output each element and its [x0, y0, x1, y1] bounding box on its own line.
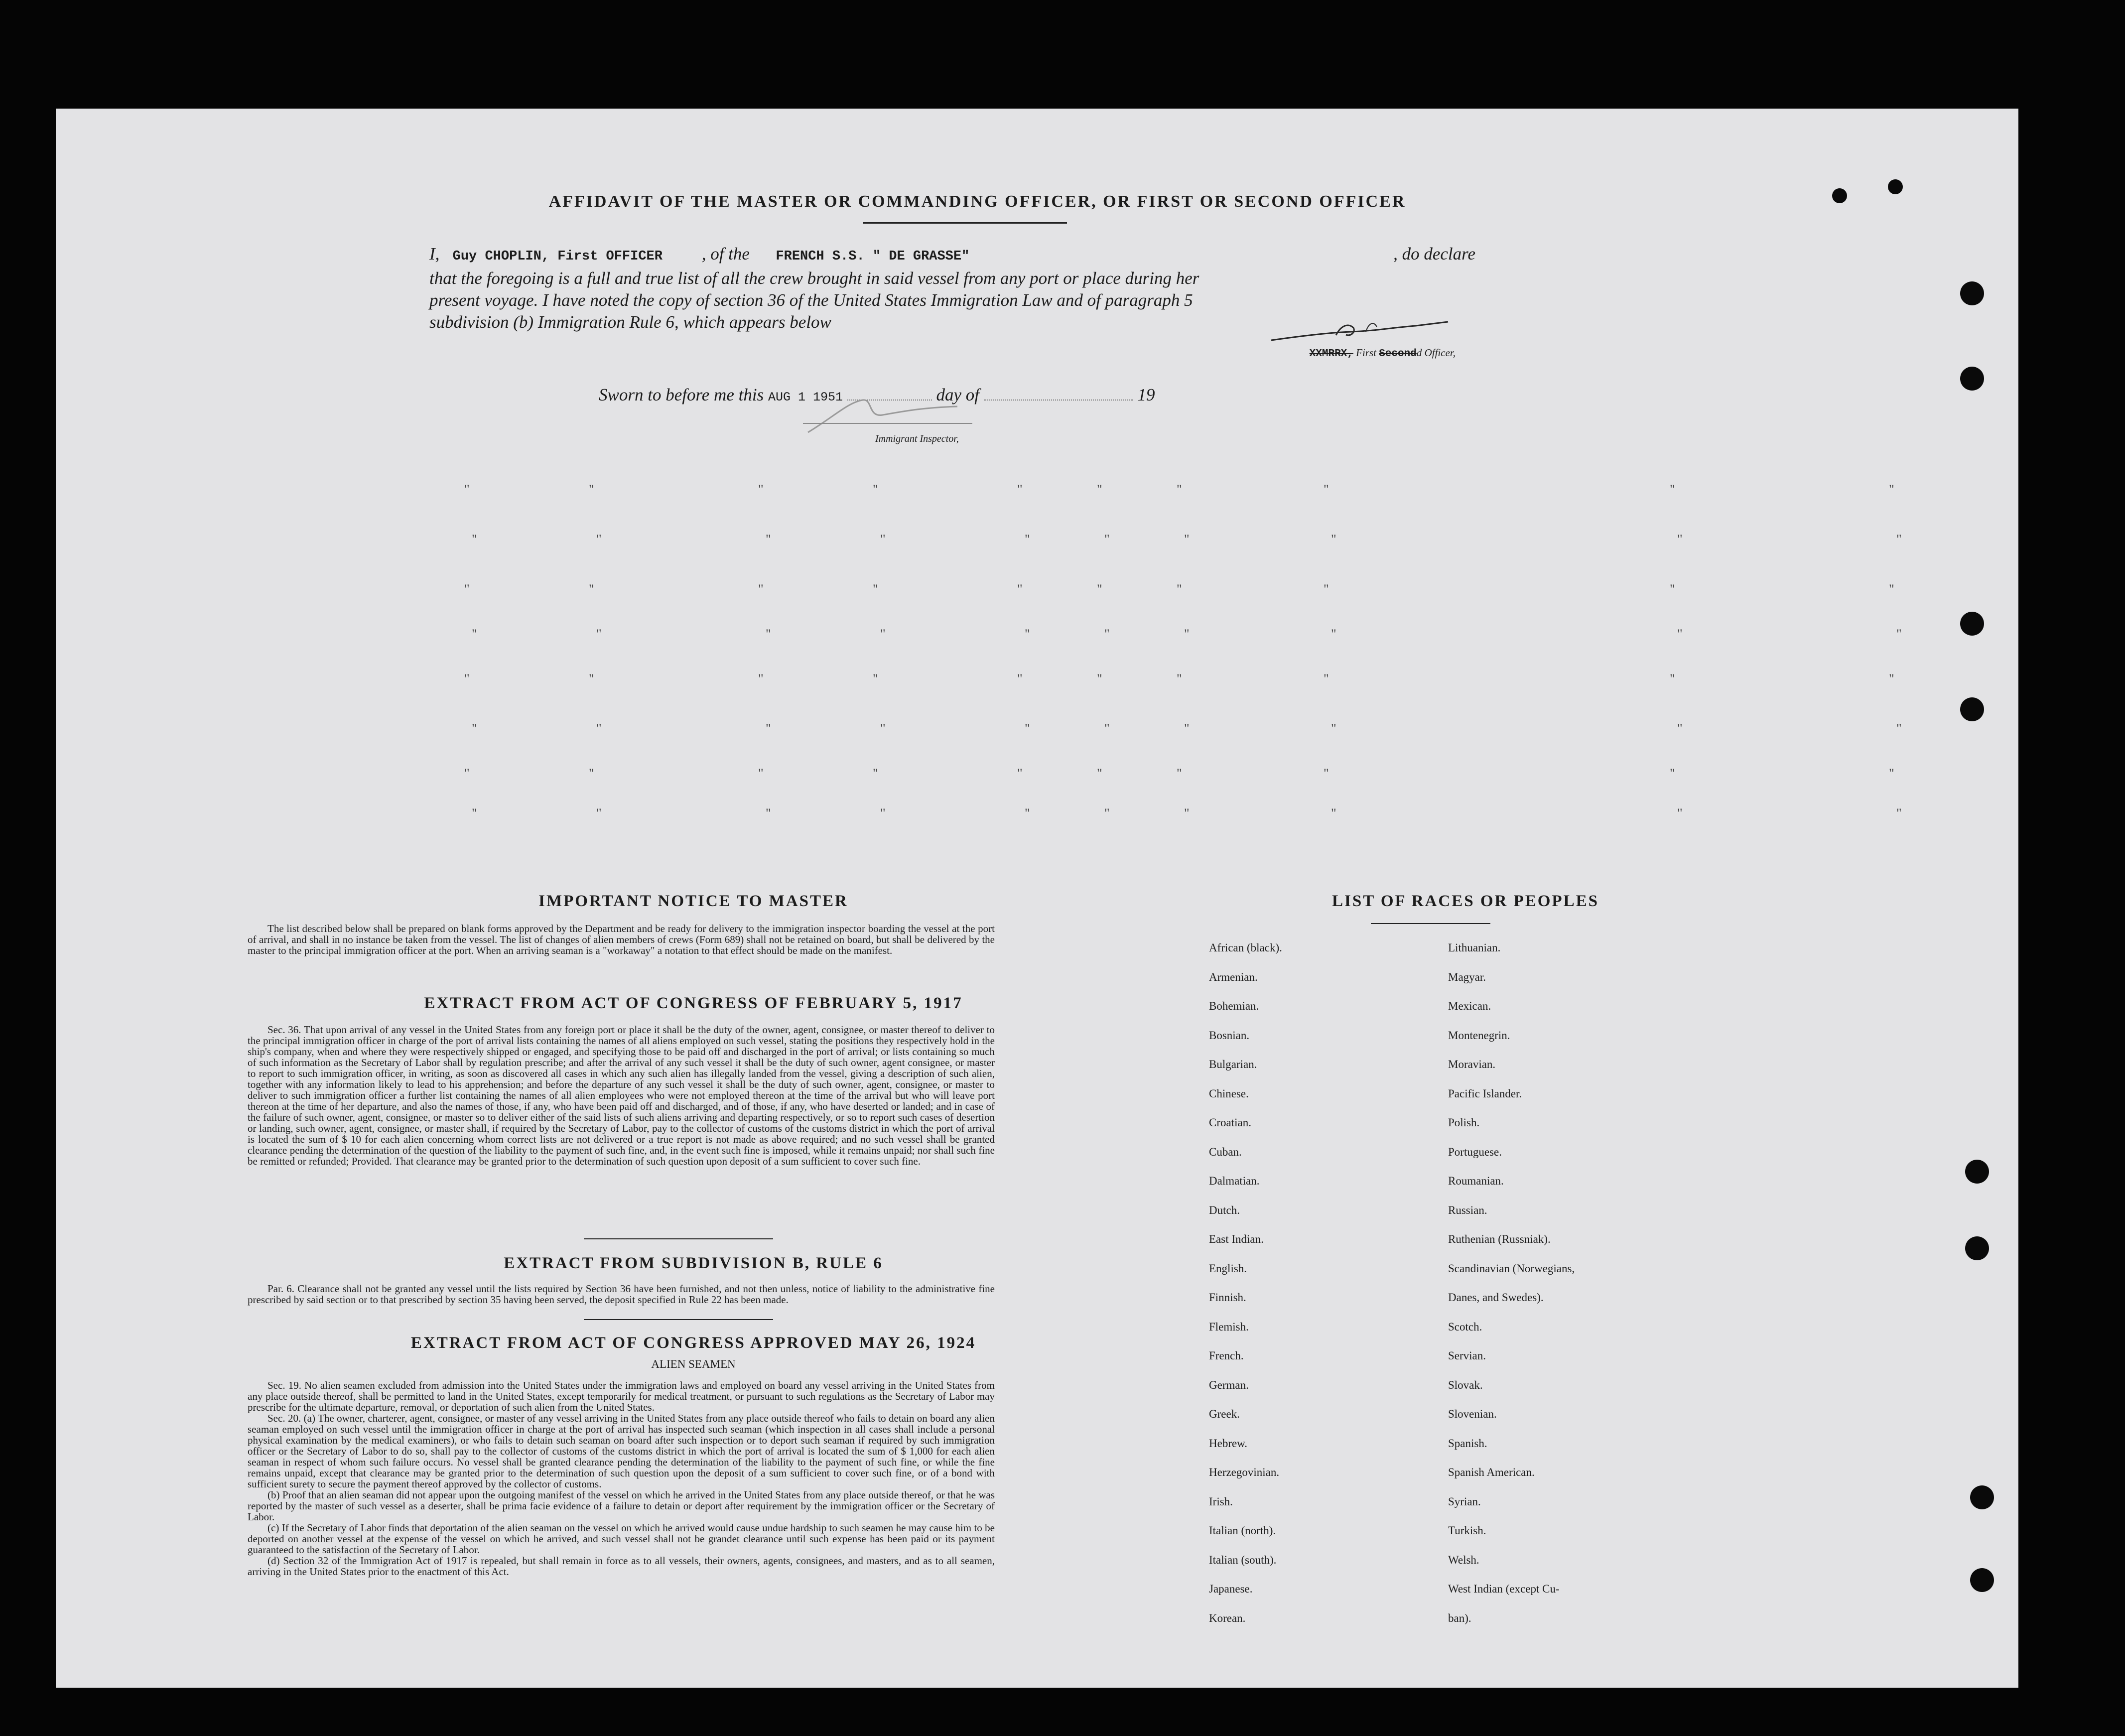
ditto-mark: " [766, 721, 771, 736]
punch-hole [1965, 1160, 1989, 1184]
ditto-mark: " [589, 671, 594, 686]
extract-1924-title: EXTRACT FROM ACT OF CONGRESS APPROVED MAY 26, 1924 [410, 1334, 976, 1352]
ditto-mark: " [880, 806, 886, 820]
punch-hole [1960, 281, 1984, 305]
race-item: Flemish. [1209, 1320, 1249, 1333]
sworn-day-of: day of [936, 385, 979, 404]
ditto-mark: " [873, 671, 878, 686]
ditto-mark: " [873, 582, 878, 596]
race-item: Portuguese. [1448, 1145, 1502, 1158]
ditto-mark: " [1889, 582, 1894, 596]
ditto-mark: " [589, 766, 594, 781]
ditto-mark: " [464, 671, 470, 686]
ditto-mark: " [1324, 766, 1329, 781]
ditto-mark: " [758, 671, 764, 686]
race-item: Scotch. [1448, 1320, 1482, 1333]
punch-hole [1888, 179, 1903, 194]
race-item: African (black). [1209, 941, 1282, 954]
race-item: Danes, and Swedes). [1448, 1291, 1544, 1304]
ditto-mark: " [1097, 582, 1102, 596]
ditto-mark: " [1331, 721, 1336, 736]
race-item: English. [1209, 1262, 1247, 1275]
struck-title-1: XXMRRX, [1309, 348, 1353, 360]
sworn-prefix: Sworn to before me this [599, 385, 764, 404]
ditto-mark: " [1670, 766, 1675, 781]
do-declare: , do declare [1393, 244, 1475, 264]
race-item: Mexican. [1448, 1000, 1491, 1012]
race-item: Slovenian. [1448, 1408, 1497, 1420]
ditto-mark: " [1097, 671, 1102, 686]
sec20a-text: Sec. 20. (a) The owner, charterer, agent, consignee, or master of any vessel arriving in the United States from any place outside thereof who fails to detain on board any alien seaman employed on such vessel until the immigration officer in charge at the port of arrival has inspected such seaman (which inspection in all cases shall include a personal physical examination by the medical examiners), or who fails to detain such seaman on board after such inspection or to deport such seaman if required by such immigration officer or the Secretary of Labor to do so, shall pay to the collector of customs of the customs district in which the port of arrival is located the sum of $ 1,000 for each alien seaman in respect of whom such failure occurs. No vessel shall be granted clearance pending the determination of the liability to the payment of such fine, or while the fine remains unpaid, except that clearance may be granted prior to the determination of such question upon the deposit of a sum sufficient to cover such fine, or of a bond with sufficient surety to secure the payment thereof approved by the collector of customs. [248, 1412, 995, 1490]
ditto-mark: " [1104, 627, 1110, 641]
first-label: First [1356, 347, 1376, 359]
extract-1924-body [248, 1380, 995, 1577]
ditto-mark: " [1184, 721, 1190, 736]
race-item: Pacific Islander. [1448, 1087, 1522, 1100]
race-item: Ruthenian (Russniak). [1448, 1233, 1551, 1245]
ditto-mark: " [1017, 766, 1023, 781]
race-item: ban). [1448, 1611, 1471, 1624]
race-item: Magyar. [1448, 970, 1486, 983]
inspector-label: Immigrant Inspector, [875, 433, 959, 444]
ditto-mark: " [472, 627, 477, 641]
ditto-mark: " [1677, 627, 1683, 641]
ditto-mark: " [1177, 482, 1182, 497]
ditto-mark: " [1889, 766, 1894, 781]
ditto-mark: " [1025, 627, 1030, 641]
race-item: Spanish American. [1448, 1466, 1535, 1478]
sec20c-text: (c) If the Secretary of Labor finds that deportation of the alien seaman on the vessel on which he arrived would cause undue hardship to such seamen he may cause him to be deported on another vessel at the expense of the vessel on which he arrived, and such vessel shall not be grandet clearance until such expense has been paid or its payment guaranteed to the satisfaction of the Secretary of Labor. [248, 1522, 995, 1556]
race-item: Irish. [1209, 1495, 1233, 1508]
race-item: Japanese. [1209, 1583, 1253, 1595]
punch-hole [1832, 188, 1847, 203]
ditto-mark: " [1184, 532, 1190, 546]
ditto-mark: " [1184, 806, 1190, 820]
ditto-mark: " [758, 582, 764, 596]
rule6-text: Par. 6. Clearance shall not be granted any vessel until the lists required by Section 36 have been furnished, and not then unless, notice of liability to the administrative fine prescribed by said section or to that prescribed by section 35 having been served, the deposit specified in Rule 22 has been made. [248, 1283, 995, 1306]
ditto-mark: " [1677, 806, 1683, 820]
ditto-mark: " [1677, 721, 1683, 736]
race-item: Lithuanian. [1448, 941, 1501, 954]
ditto-mark: " [1177, 766, 1182, 781]
race-item: Bosnian. [1209, 1029, 1250, 1042]
race-item: Armenian. [1209, 970, 1258, 983]
rule6-title: EXTRACT FROM SUBDIVISION B, RULE 6 [504, 1254, 883, 1272]
ditto-mark: " [472, 532, 477, 546]
race-item: Slovak. [1448, 1378, 1483, 1391]
sworn-month-blank [984, 400, 1133, 401]
ditto-mark: " [880, 627, 886, 641]
ditto-mark: " [464, 482, 470, 497]
punch-hole [1960, 367, 1984, 391]
ditto-mark: " [1017, 482, 1023, 497]
race-item: Dutch. [1209, 1203, 1240, 1216]
race-item: Polish. [1448, 1116, 1480, 1129]
sec19-text: Sec. 19. No alien seamen excluded from admission into the United States under the immigration laws and employed on board any vessel arriving in the United States from any place outside thereof, shall be permitted to land in the United States, except temporarily for medical treatment, or pursuant to such regulations as the Secretary of Labor may prescribe for the ultimate departure, removal, or deportation of such alien from the United States. [248, 1379, 995, 1413]
race-item: Turkish. [1448, 1524, 1486, 1537]
ditto-mark: " [1025, 532, 1030, 546]
ditto-mark: " [1025, 721, 1030, 736]
race-item: Finnish. [1209, 1291, 1246, 1304]
ditto-mark: " [1889, 671, 1894, 686]
ditto-mark: " [1896, 721, 1902, 736]
extract-1924-subtitle: ALIEN SEAMEN [651, 1358, 736, 1370]
ditto-mark: " [766, 532, 771, 546]
ditto-mark: " [1670, 582, 1675, 596]
ditto-mark: " [1670, 482, 1675, 497]
race-item: Greek. [1209, 1408, 1240, 1420]
ditto-mark: " [880, 532, 886, 546]
rule-1917 [584, 1238, 773, 1239]
notice-title: IMPORTANT NOTICE TO MASTER [538, 892, 848, 910]
sworn-date-stamp: AUG 1 1951 [768, 390, 843, 404]
ditto-mark: " [1896, 806, 1902, 820]
signature-title [1196, 347, 1456, 360]
punch-hole [1960, 612, 1984, 636]
ditto-mark: " [1331, 627, 1336, 641]
ditto-mark: " [1324, 671, 1329, 686]
race-item: Servian. [1448, 1349, 1486, 1362]
race-item: Hebrew. [1209, 1437, 1248, 1450]
declaration-i: I, [429, 244, 440, 264]
race-item: Italian (north). [1209, 1524, 1276, 1537]
race-item: Italian (south). [1209, 1553, 1277, 1566]
document-sheet [56, 109, 2018, 1688]
ditto-mark: " [472, 806, 477, 820]
title-rule [863, 222, 1067, 224]
ditto-mark: " [1017, 582, 1023, 596]
races-title: LIST OF RACES OR PEOPLES [1332, 892, 1599, 910]
ditto-mark: " [758, 482, 764, 497]
struck-title-2: Second [1379, 348, 1417, 360]
ditto-mark: " [1331, 806, 1336, 820]
affidavit-title: AFFIDAVIT OF THE MASTER OR COMMANDING OFFICER, OR FIRST OR SECOND OFFICER [548, 192, 1406, 211]
ditto-mark: " [1177, 671, 1182, 686]
ditto-mark: " [596, 627, 602, 641]
sec20b-text: (b) Proof that an alien seaman did not appear upon the outgoing manifest of the vessel on which he arrived in the United States from any place outside thereof, or that he was reported by the master of such vessel as a deserter, shall be prima facie evidence of a failure to detain or deport after requirement by the immigration officer or the Secretary of Labor. [248, 1489, 995, 1523]
race-item: Cuban. [1209, 1145, 1242, 1158]
ditto-mark: " [589, 482, 594, 497]
ditto-mark: " [1324, 582, 1329, 596]
extract-1917-title: EXTRACT FROM ACT OF CONGRESS OF FEBRUARY 5, 1917 [424, 994, 963, 1012]
race-item: Welsh. [1448, 1553, 1479, 1566]
declaration-line-4: subdivision (b) Immigration Rule 6, which appears below [429, 312, 831, 332]
race-item: Roumanian. [1448, 1175, 1504, 1187]
race-item: Bulgarian. [1209, 1058, 1257, 1070]
ditto-mark: " [1324, 482, 1329, 497]
race-item: Syrian. [1448, 1495, 1481, 1508]
race-item: Moravian. [1448, 1058, 1496, 1070]
punch-hole [1960, 697, 1984, 721]
race-item: East Indian. [1209, 1233, 1264, 1245]
races-title-rule [1371, 923, 1490, 924]
ditto-mark: " [1896, 532, 1902, 546]
race-item: Chinese. [1209, 1087, 1249, 1100]
notice-paragraph: The list described below shall be prepared on blank forms approved by the Department and be ready for delivery to the immigration inspector boarding the vessel at the port of arrival, and shall in no instance be taken from the vessel. The list of changes of alien members of crews (Form 689) shall not be retained on board, but shall be delivered by the master to the principal immigration officer at the port. When an arriving seaman is a "workaway" a notation to that effect should be made on the manifest. [248, 923, 995, 956]
ditto-mark: " [596, 806, 602, 820]
ditto-mark: " [1184, 627, 1190, 641]
ditto-mark: " [1104, 806, 1110, 820]
ditto-mark: " [596, 721, 602, 736]
officer-name: Guy CHOPLIN, First OFFICER [452, 249, 663, 264]
declaration-line-3: present voyage. I have noted the copy of section 36 of the United States Immigration Law and of paragraph 5 [429, 290, 1193, 310]
ditto-mark: " [1896, 627, 1902, 641]
race-item: Scandinavian (Norwegians, [1448, 1262, 1575, 1275]
ditto-mark: " [464, 766, 470, 781]
ditto-mark: " [1104, 532, 1110, 546]
ditto-mark: " [873, 482, 878, 497]
race-item: French. [1209, 1349, 1244, 1362]
of-the: , of the [701, 244, 750, 264]
ditto-mark: " [464, 582, 470, 596]
declaration-line-1 [429, 243, 1475, 267]
race-item: Korean. [1209, 1611, 1246, 1624]
race-item: West Indian (except Cu- [1448, 1583, 1560, 1595]
punch-hole [1970, 1485, 1994, 1509]
ditto-mark: " [1177, 582, 1182, 596]
race-item: Bohemian. [1209, 1000, 1259, 1012]
race-item: Herzegovinian. [1209, 1466, 1280, 1478]
race-item: Spanish. [1448, 1437, 1487, 1450]
ditto-mark: " [873, 766, 878, 781]
rule-rule6 [584, 1319, 773, 1320]
sec20d-text: (d) Section 32 of the Immigration Act of 1917 is repealed, but shall remain in force as to all vessels, their owners, agents, consignees, and masters, and as to all seamen, arriving in the United States prior to the enactment of this Act. [248, 1555, 995, 1578]
ditto-mark: " [1889, 482, 1894, 497]
ditto-mark: " [1331, 532, 1336, 546]
officer-label: d Officer, [1416, 347, 1456, 359]
extract-1917-text: Sec. 36. That upon arrival of any vessel in the United States from any foreign port or place it shall be the duty of the owner, agent, consignee, or master thereof to deliver to the principal immigration officer in charge of the port of arrival lists containing the names of all aliens employed on such vessel, stating the positions they respectively hold in the ship's company, when and where they were respectively shipped or engaged, and specifying those to be paid off and discharged in the port of arrival; or lists containing so much of such information as the Secretary of Labor shall by regulation prescribe; and after the arrival of any such vessel it shall be the duty of such owner, agent consignee, or master to report to such immigration officer, in writing, as soon as discovered all cases in which any such alien has illegally landed from the vessel, giving a description of such alien, together with any information likely to lead to his apprehension; and before the departure of any such vessel it shall be the duty of such owner, agent, consignee, or master to deliver to such immigration officer a further list containing the names of all alien employees who were not employed thereon at the time of the arrival but who will leave port thereon at the time of her departure, and also the names of those, if any, who have been paid off and discharged, and of those, if any, who have deserted or landed; and in case of the failure of such owner, agent, consignee, or master so to deliver either of the said lists of such aliens arriving and departing respectively, or so to report such cases of desertion or landing, such owner, agent, consignee, or master shall, if required by the Secretary of Labor, pay to the collector of customs of the customs district in which the port of arrival is located the sum of $ 10 for each alien concerning whom correct lists are not delivered or a true report is not made as above required; and no such vessel shall be granted clearance pending the determination of the question of the liability to the payment of such fine, and, in the event such fine is imposed, while it remains unpaid; nor shall such fine be remitted or refunded; Provided. That clearance may be granted prior to the determination of such question upon deposit of a sum sufficient to cover such fine. [248, 1024, 995, 1167]
ditto-mark: " [1097, 766, 1102, 781]
ditto-mark: " [1670, 671, 1675, 686]
ditto-mark: " [880, 721, 886, 736]
vessel-name: FRENCH S.S. " DE GRASSE" [776, 249, 970, 264]
ditto-mark: " [1025, 806, 1030, 820]
ditto-mark: " [766, 627, 771, 641]
ditto-mark: " [1017, 671, 1023, 686]
ditto-mark: " [766, 806, 771, 820]
ditto-mark: " [589, 582, 594, 596]
race-item: Dalmatian. [1209, 1175, 1260, 1187]
punch-hole [1965, 1236, 1989, 1260]
race-item: Croatian. [1209, 1116, 1251, 1129]
ditto-mark: " [1104, 721, 1110, 736]
punch-hole [1970, 1568, 1994, 1592]
ditto-mark: " [1677, 532, 1683, 546]
declaration-line-2: that the foregoing is a full and true list of all the crew brought in said vessel from any port or place during her [429, 268, 1199, 288]
race-item: German. [1209, 1378, 1249, 1391]
sworn-year: 19 [1137, 385, 1155, 404]
ditto-mark: " [758, 766, 764, 781]
race-item: Russian. [1448, 1203, 1487, 1216]
ditto-mark: " [472, 721, 477, 736]
race-item: Montenegrin. [1448, 1029, 1510, 1042]
ditto-mark: " [596, 532, 602, 546]
ditto-mark: " [1097, 482, 1102, 497]
